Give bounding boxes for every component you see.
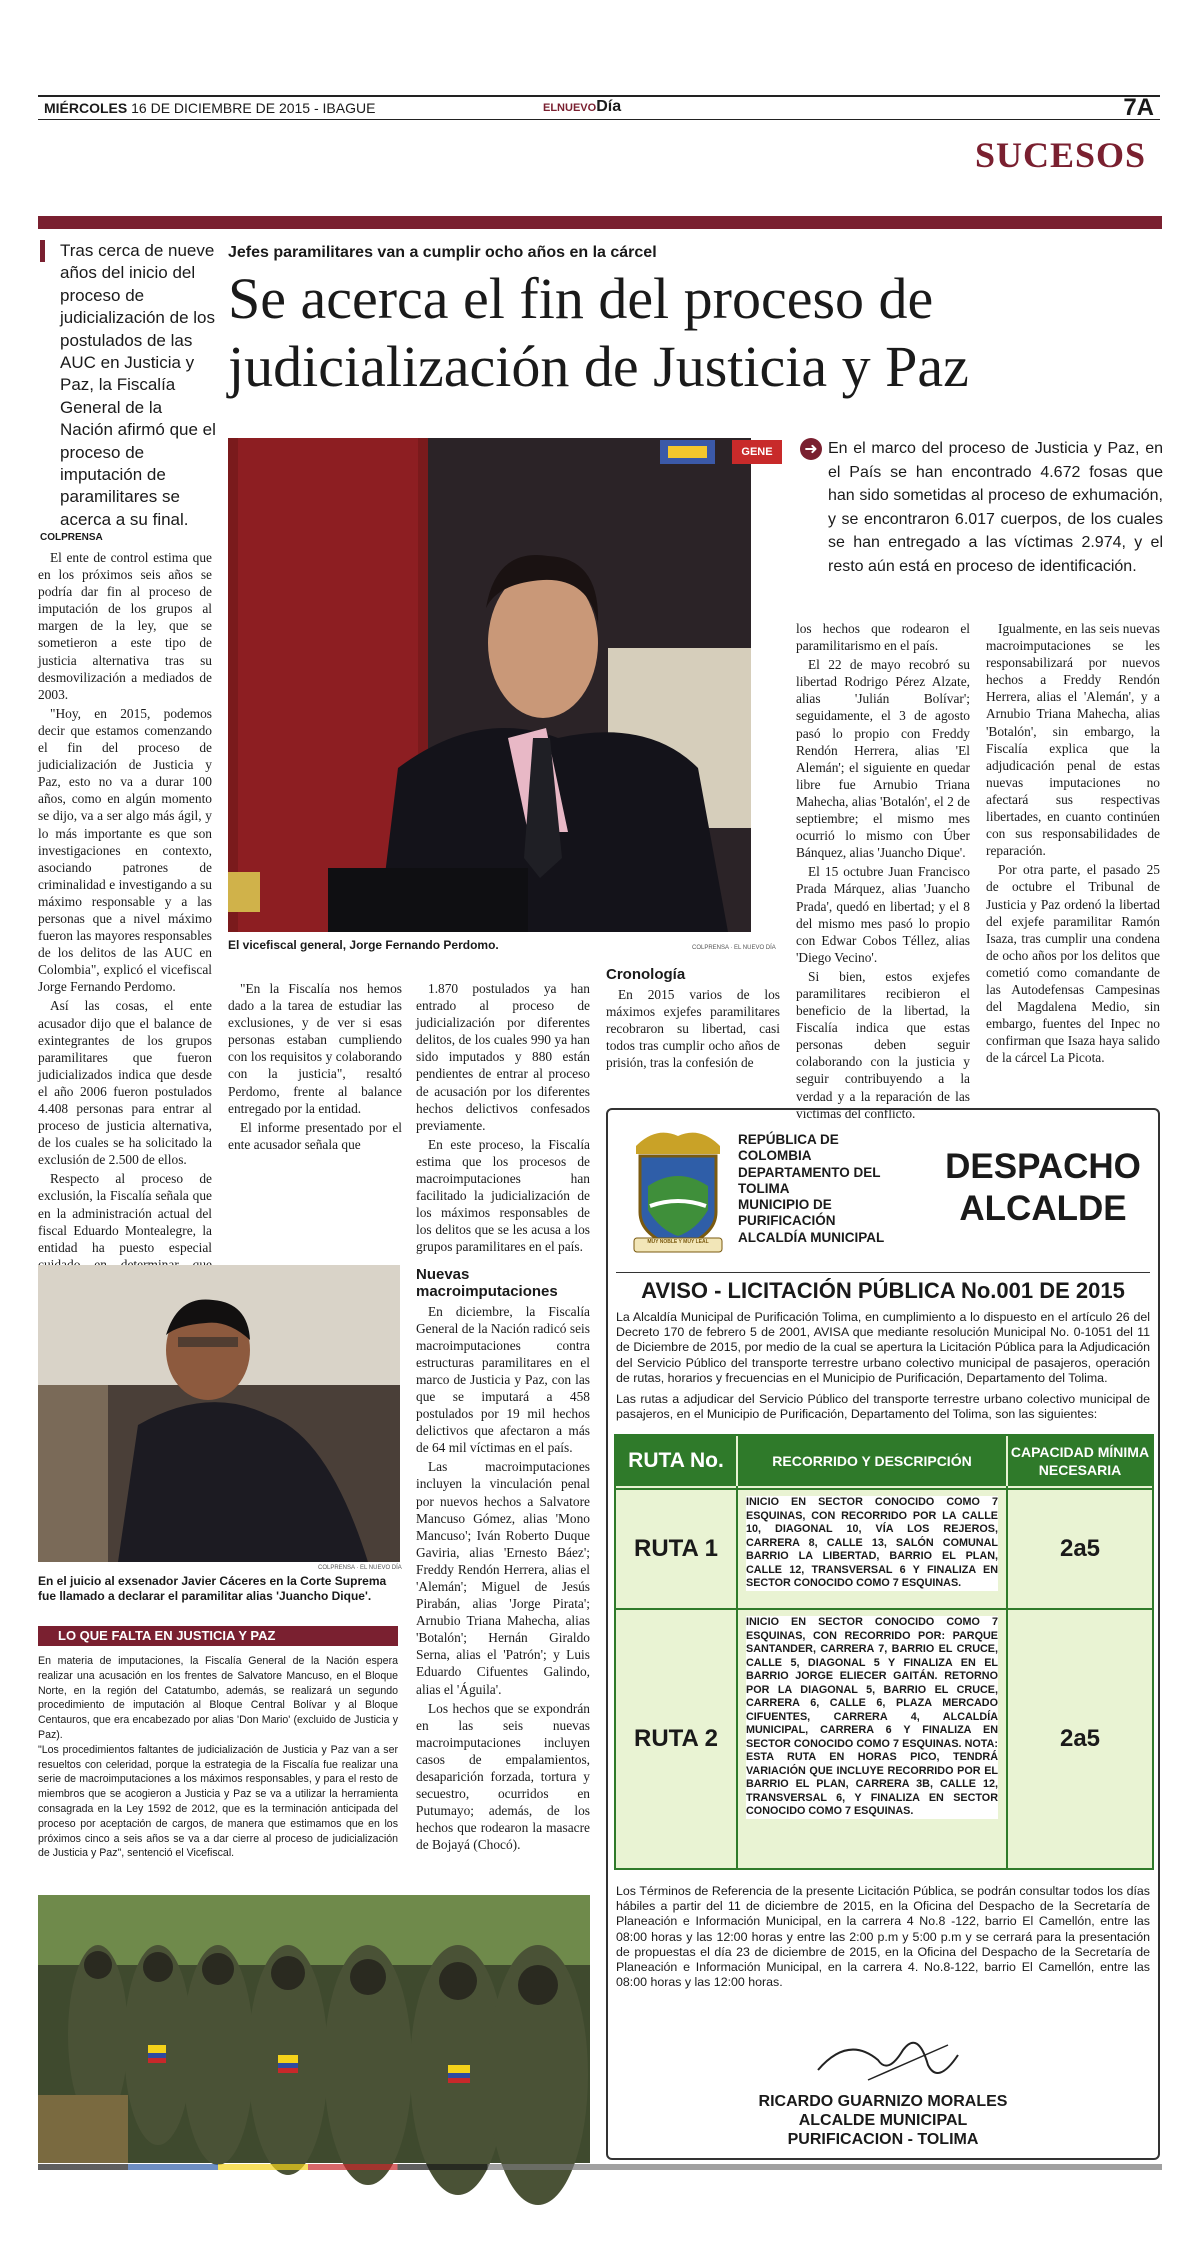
photo1-caption: El vicefiscal general, Jorge Fernando Perdomo.	[228, 938, 499, 952]
paragraph: En este proceso, la Fiscalía estima que los procesos de macroimputaciones han facilitado la judicialización de los máximos responsables de los delitos que se les acusa a los grupos paramilitares en el país.	[416, 1136, 590, 1255]
section-title: SUCESOS	[975, 135, 1147, 175]
page-number: 7A	[1123, 94, 1154, 121]
ruta-1-name: RUTA 1	[634, 1535, 718, 1562]
ad-issuer	[738, 1132, 884, 1246]
paragraph: En diciembre, la Fiscalía General de la Nación radicó seis macroimputaciones contra estructuras paramilitares en el marco de Justicia y Paz, con las que se imputará a 458 postulados por 19 mil hechos delictivos que afectaron a más de 64 mil víctimas en el país.	[416, 1303, 590, 1456]
signature-icon	[808, 2030, 968, 2090]
paragraph: Las macroimputaciones incluyen la vinculación penal por nuevos hechos a Salvatore Mancuso Gómez, alias 'Mono Mancuso'; Iván Roberto Duque Gaviria, alias 'Ernesto Báez'; Freddy Rendón Herrera, alias el 'Alemán'; Miguel de Jesús Pirabán, alias 'Jorge Pirata'; Arnubio Triana Mahecha, alias 'Botalón'; Hernán Giraldo Serna, alias el 'Patrón'; y Luis Eduardo Cifuentes Galindo, alias el 'Águila'.	[416, 1459, 590, 1697]
aviso-paragraph-2: Las rutas a adjudicar del Servicio Público del transporte terrestre urbano colectivo municipal de pasajeros, en el Municipio de Purificación, Departamento del Tolima, son las siguientes:	[616, 1392, 1150, 1422]
issuer-line: REPÚBLICA DE	[738, 1132, 839, 1147]
municipal-shield-icon	[626, 1126, 730, 1256]
paragraph: Los hechos que se expondrán en las seis nuevas macroimputaciones incluyen casos de empalamientos, desaparición forzada, tortura y secuestro, ocurridos en Putumayo; además, de los hechos que rodearon la masacre de Bojayá (Chocó).	[416, 1700, 590, 1853]
issuer-line: ALCALDÍA MUNICIPAL	[738, 1229, 885, 1245]
footer-bar	[38, 2164, 1162, 2170]
photo1-credit: COLPRENSA · EL NUEVO DÍA	[692, 945, 776, 951]
paragraph: Igualmente, en las seis nuevas macroimputaciones se les responsabilizará por nuevos hechos a Freddy Rendón Herrera, alias el 'Alemán', y a Arnubio Triana Mahecha, alias 'Botalón', sin embargo, la Fiscalía explica que la adjudicación penal de estas nuevas imputaciones no afectará sus respectivas libertades, en cuanto continúen con sus responsabilidades de reparación.	[986, 621, 1160, 859]
ruta-2-desc: INICIO EN SECTOR CONOCIDO COMO 7 ESQUINAS, CON RECORRIDO POR: PARQUE SANTANDER, CARRERA 7, BARRIO EL CRUCE, CALLE 5, DIAGONAL 5 Y FINALIZA EN EL BARRIO JORGE ELIECER GAITÁN. RETORNO POR LA DIAGONAL 5, BARRIO EL CRUCE, CARRERA 6, CALLE 6, PLAZA MERCADO CIFUENTES, CARRERA 4, ALCALDÍA MUNICIPAL, CARRERA 6 Y FINALIZA EN SECTOR CONOCIDO COMO 7 ESQUINAS. NOTA: ESTA RUTA EN HORAS PICO, TENDRÁ VARIACIÓN QUE INCLUYE RECORRIDO POR EL BARRIO EL PLAN, CARRERA 3B, CALLE 12, TRANSVERSAL 6, Y FINALIZA EN SECTOR CONOCIDO COMO 7 ESQUINAS.	[746, 1616, 998, 1817]
paragraph: El ente de control estima que en los próximos seis años se podría dar fin al proceso de imputación de los grupos al margen de la ley, que se sometieron a este tipo de justicia alternativa tras su desmovilización a mediados de 2003.	[38, 550, 212, 702]
paragraph: "Hoy, en 2015, podemos decir que estamos comenzando el fin del proceso de judicialización de Justicia y Paz, esto no va a durar 100 años, como en algún momento se dijo, va a ser algo más ágil, y lo más importante es que son investigaciones en contexto, asociando patrones de criminalidad e investigando a su máximo responsable y a las personas que a nivel máximo fueron las mayores responsables de los delitos de las AUC en Colombia", explicó el vicefiscal Jorge Fernando Perdomo.	[38, 705, 212, 995]
column-6	[986, 620, 1160, 1068]
column-5	[796, 620, 970, 1121]
signature-name: RICARDO GUARNIZO MORALES	[758, 2093, 1008, 2110]
ruta-1-capacity: 2a5	[1059, 1535, 1101, 1562]
ruta-2-name: RUTA 2	[634, 1725, 718, 1752]
issuer-line: DEPARTAMENTO DEL	[738, 1164, 881, 1180]
page-header	[38, 95, 1160, 120]
issuer-line: COLOMBIA	[738, 1148, 812, 1164]
shield-motto: MUY NOBLE Y MUY LEAL	[647, 1239, 709, 1245]
alcalde-label: ALCALDE	[959, 1189, 1127, 1228]
photo-paramilitares	[38, 1895, 590, 2163]
ruta-1-desc: INICIO EN SECTOR CONOCIDO COMO 7 ESQUINAS, CON RECORRIDO POR LA CALLE 10, DIAGONAL 10, VÍA LOS REJEROS, CARRERA 8, CALLE 13, SALÓN COMUNAL BARRIO LA LIBERTAD, BARRIO EL PLAN, CALLE 12, TRANSVERSAL 6 Y FINALIZA EN SECTOR CONOCIDO COMO 7 ESQUINAS.	[746, 1496, 998, 1589]
aviso-title: AVISO - LICITACIÓN PÚBLICA No.001 DE 2015	[641, 1278, 1125, 1303]
table-header-recorrido: RECORRIDO Y DESCRIPCIÓN	[738, 1436, 1006, 1486]
paragraph: El 15 octubre Juan Francisco Prada Márquez, alias 'Juancho Prada', quedó en libertad; y el 8 del mismo mes pasó lo propio con Edwar Cobos Téllez, alias 'Diego Vecino'.	[796, 864, 970, 965]
column-2	[228, 980, 402, 1155]
issuer-line: PURIFICACIÓN	[738, 1213, 836, 1229]
paragraph: Respecto al proceso de exclusión, la Fiscalía señala que en la administración actual del fiscal Eduardo Montealegre, la entidad ha puesto especial	[38, 1171, 212, 1255]
issuer-line: TOLIMA	[738, 1180, 790, 1196]
lead-text: Tras cerca de nueve años del inicio del proceso de judicialización de los postulados de las AUC en Justicia y Paz, la Fiscalía General de la Nación afirmó que el proceso de imputación de paramilitares se acerca a su final.	[60, 241, 216, 529]
column-1	[38, 549, 212, 1255]
despacho-label: DESPACHO	[945, 1147, 1141, 1186]
arrow-right-icon: ➜	[800, 438, 822, 460]
paragraph: En 2015 varios de los máximos exjefes paramilitares recobraron su libertad, casi todos tras cumplir ocho años de prisión, tras la confesión de	[606, 987, 780, 1071]
table-header-capacidad: CAPACIDAD MÍNIMA NECESARIA	[1008, 1436, 1152, 1486]
photo2-caption: En el juicio al exsenador Javier Cáceres en la Corte Suprema fue llamado a declarar el paramilitar alias 'Juancho Dique'.	[38, 1574, 387, 1603]
box-text	[38, 1654, 398, 1861]
paragraph: 1.870 postulados ya han entrado al proceso de judicialización por diferentes delitos, de los cuales 990 ya han sido imputados y 880 están pendientes de entrar al proceso de acusación por los diferentes hechos delictivos confesados previamente.	[416, 981, 590, 1133]
ruta-2-capacity: 2a5	[1059, 1725, 1101, 1752]
photo-vicefiscal	[228, 438, 751, 932]
newspaper-logo: ELNUEVODía	[543, 98, 622, 115]
divider	[616, 1272, 1150, 1273]
partner-logo-1	[660, 440, 715, 464]
section-bar	[38, 216, 1162, 229]
box-title: LO QUE FALTA EN JUSTICIA Y PAZ	[38, 1626, 398, 1646]
signature-block	[608, 2092, 1158, 2149]
issuer-line: MUNICIPIO DE	[738, 1197, 832, 1213]
photo-juancho-dique	[38, 1265, 400, 1562]
paragraph: "En la Fiscalía nos hemos dado a la tarea de estudiar las exclusiones, y de ver si esas personas estaban cumpliendo con los requisitos y colaborando con la justicia", resaltó Perdomo, frente al balance entregado por la entidad.	[228, 981, 402, 1116]
box-paragraph: "Los procedimientos faltantes de judicialización de Justicia y Paz van a ser resueltos con celeridad, porque la estrategia de la Fiscalía fue realizar una serie de macroimputaciones a los máximos responsables, y para el resto de miembros que se acogieron a Justicia y Paz se va a utilizar la herramienta consagrada en la Ley 1592 de 2012, que es la terminación anticipada del proceso por aceptación de cargos, de manera que estimamos que en los próximos cinco a seis años se va a dar cierre al proceso de judicialización de Justicia y Paz", sentenció el Vicefiscal.	[38, 1743, 398, 1860]
paragraph: El informe presentado por el ente acusador señala que	[228, 1119, 402, 1152]
column-3	[416, 980, 590, 1856]
aviso-paragraph-3: Los Términos de Referencia de la presente Licitación Pública, se podrán consultar todos los días hábiles a partir del 11 de diciembre de 2015, en la Oficina del Despacho de la Secretaría de Planeación e Información Municipal, en la carrera 4 No.8 -122, barrio El Camellón, entre las 08:00 horas y las 12:00 horas y entre las 2:00 p.m y 5:00 p.m y se cerrará para la presentación de propuestas el día 23 de diciembre de 2015, en la Oficina del Despacho de la Secretaría de Planeación e Información Municipal, en la carrera 4. No.8-122, barrio El Camellón, entre las 08:00 horas y las 12:00 horas.	[616, 1884, 1150, 1990]
subhead-cronologia: Cronología	[606, 966, 686, 983]
column-4	[606, 966, 780, 1073]
agency-byline: COLPRENSA	[40, 532, 103, 543]
despacho-alcalde	[938, 1146, 1148, 1230]
paragraph: El 22 de mayo recobró su libertad Rodrigo Pérez Alzate, alias 'Julián Bolívar'; seguidamente, el 3 de agosto pasó lo propio con Freddy Rendón Herrera, alias 'El Alemán'; el siguiente en quedar libre fue Arnubio Triana Mahecha, alias 'Botalón', el 2 de septiembre; el mismo mes ocurrió lo mismo con Úber Bánquez, alias 'Juancho Dique'.	[796, 657, 970, 861]
headline: Se acerca el fin del proceso de judicialización de Justicia y Paz	[228, 266, 969, 399]
signature-place: PURIFICACION - TOLIMA	[787, 2131, 979, 2148]
photo2-credit: COLPRENSA · EL NUEVO DÍA	[318, 1565, 402, 1571]
paragraph: Si bien, estos exjefes paramilitares recibieron el beneficio de la libertad, la Fiscalía indica que estas personas deben seguir colaborando con la justicia y seguir contribuyendo a la verdad y a la reparación de las víctimas del conflicto.	[796, 968, 970, 1121]
highlight-text: En el marco del proceso de Justicia y Paz, en el País se han encontrado 4.672 fosas que han sido sometidas al proceso de exhumación, y se encontraron 6.017 cuerpos, de los cuales se han entregado a las víctimas 2.974, y el resto aún está en proceso de identificación.	[828, 440, 1163, 575]
box-paragraph: En materia de imputaciones, la Fiscalía General de la Nación espera realizar una acusación en los frentes de Salvatore Mancuso, en el Bloque Norte, en la región del Catatumbo, además, se realizará un segundo procedimiento de imputación al Bloque Central Bolívar y al Bloque Centauros, que era encabezado por alias 'Don Mario' (excluido de Justicia y Paz).	[38, 1655, 398, 1741]
divider	[736, 1486, 738, 1868]
table-header-ruta: RUTA No.	[616, 1436, 736, 1486]
kicker: Jefes paramilitares van a cumplir ocho años en la cárcel	[228, 244, 657, 261]
aviso-paragraph-1: La Alcaldía Municipal de Purificación Tolima, en cumplimiento a lo dispuesto en el artículo 26 del Decreto 170 de febrero 5 de 2001, AVISA que mediante resolución Municipal No. 0-1051 del 11 de Diciembre de 2015, por medio de la cual se apertura la Licitación Pública para la Adjudicación del Servicio Público del transporte terrestre urbano colectivo municipal de pasajeros, operación de rutas, horarios y frecuencias en el Municipio de Purificación, Departamento del Tolima.	[616, 1310, 1150, 1385]
subhead-macroimputaciones: Nuevas macroimputaciones	[416, 1265, 558, 1300]
header-date: MIÉRCOLES 16 DE DICIEMBRE DE 2015 - IBAGUE	[44, 100, 376, 116]
partner-logo-2: GENE	[732, 440, 782, 464]
paragraph: Así las cosas, el ente acusador dijo que el balance de exintegrantes de los grupos paramilitares que fueron judicializados indica que desde el año 2006 fueron postulados 4.408 personas para entrar al proceso de justicia alternativa, de los cuales se ha solicitado la exclusión de 2.500 de ellos.	[38, 998, 212, 1168]
routes-table	[614, 1434, 1154, 1870]
ad-licitacion	[606, 1108, 1160, 2160]
paragraph: los hechos que rodearon el paramilitarismo en el país.	[796, 621, 970, 654]
signature-title: ALCALDE MUNICIPAL	[798, 2112, 968, 2129]
lead-marker	[40, 240, 45, 262]
paragraph: Por otra parte, el pasado 25 de octubre el Tribunal de Justicia y Paz ordenó la libertad del exjefe paramilitar Ramón Isaza, tras cumplir una condena de ocho años por los delitos que cometió como comandante de las Autodefensas Campesinas del Magdalena Medio, sin embargo, fuentes del Inpec no confirman que Isaza haya salido de la cárcel La Picota.	[986, 862, 1160, 1066]
